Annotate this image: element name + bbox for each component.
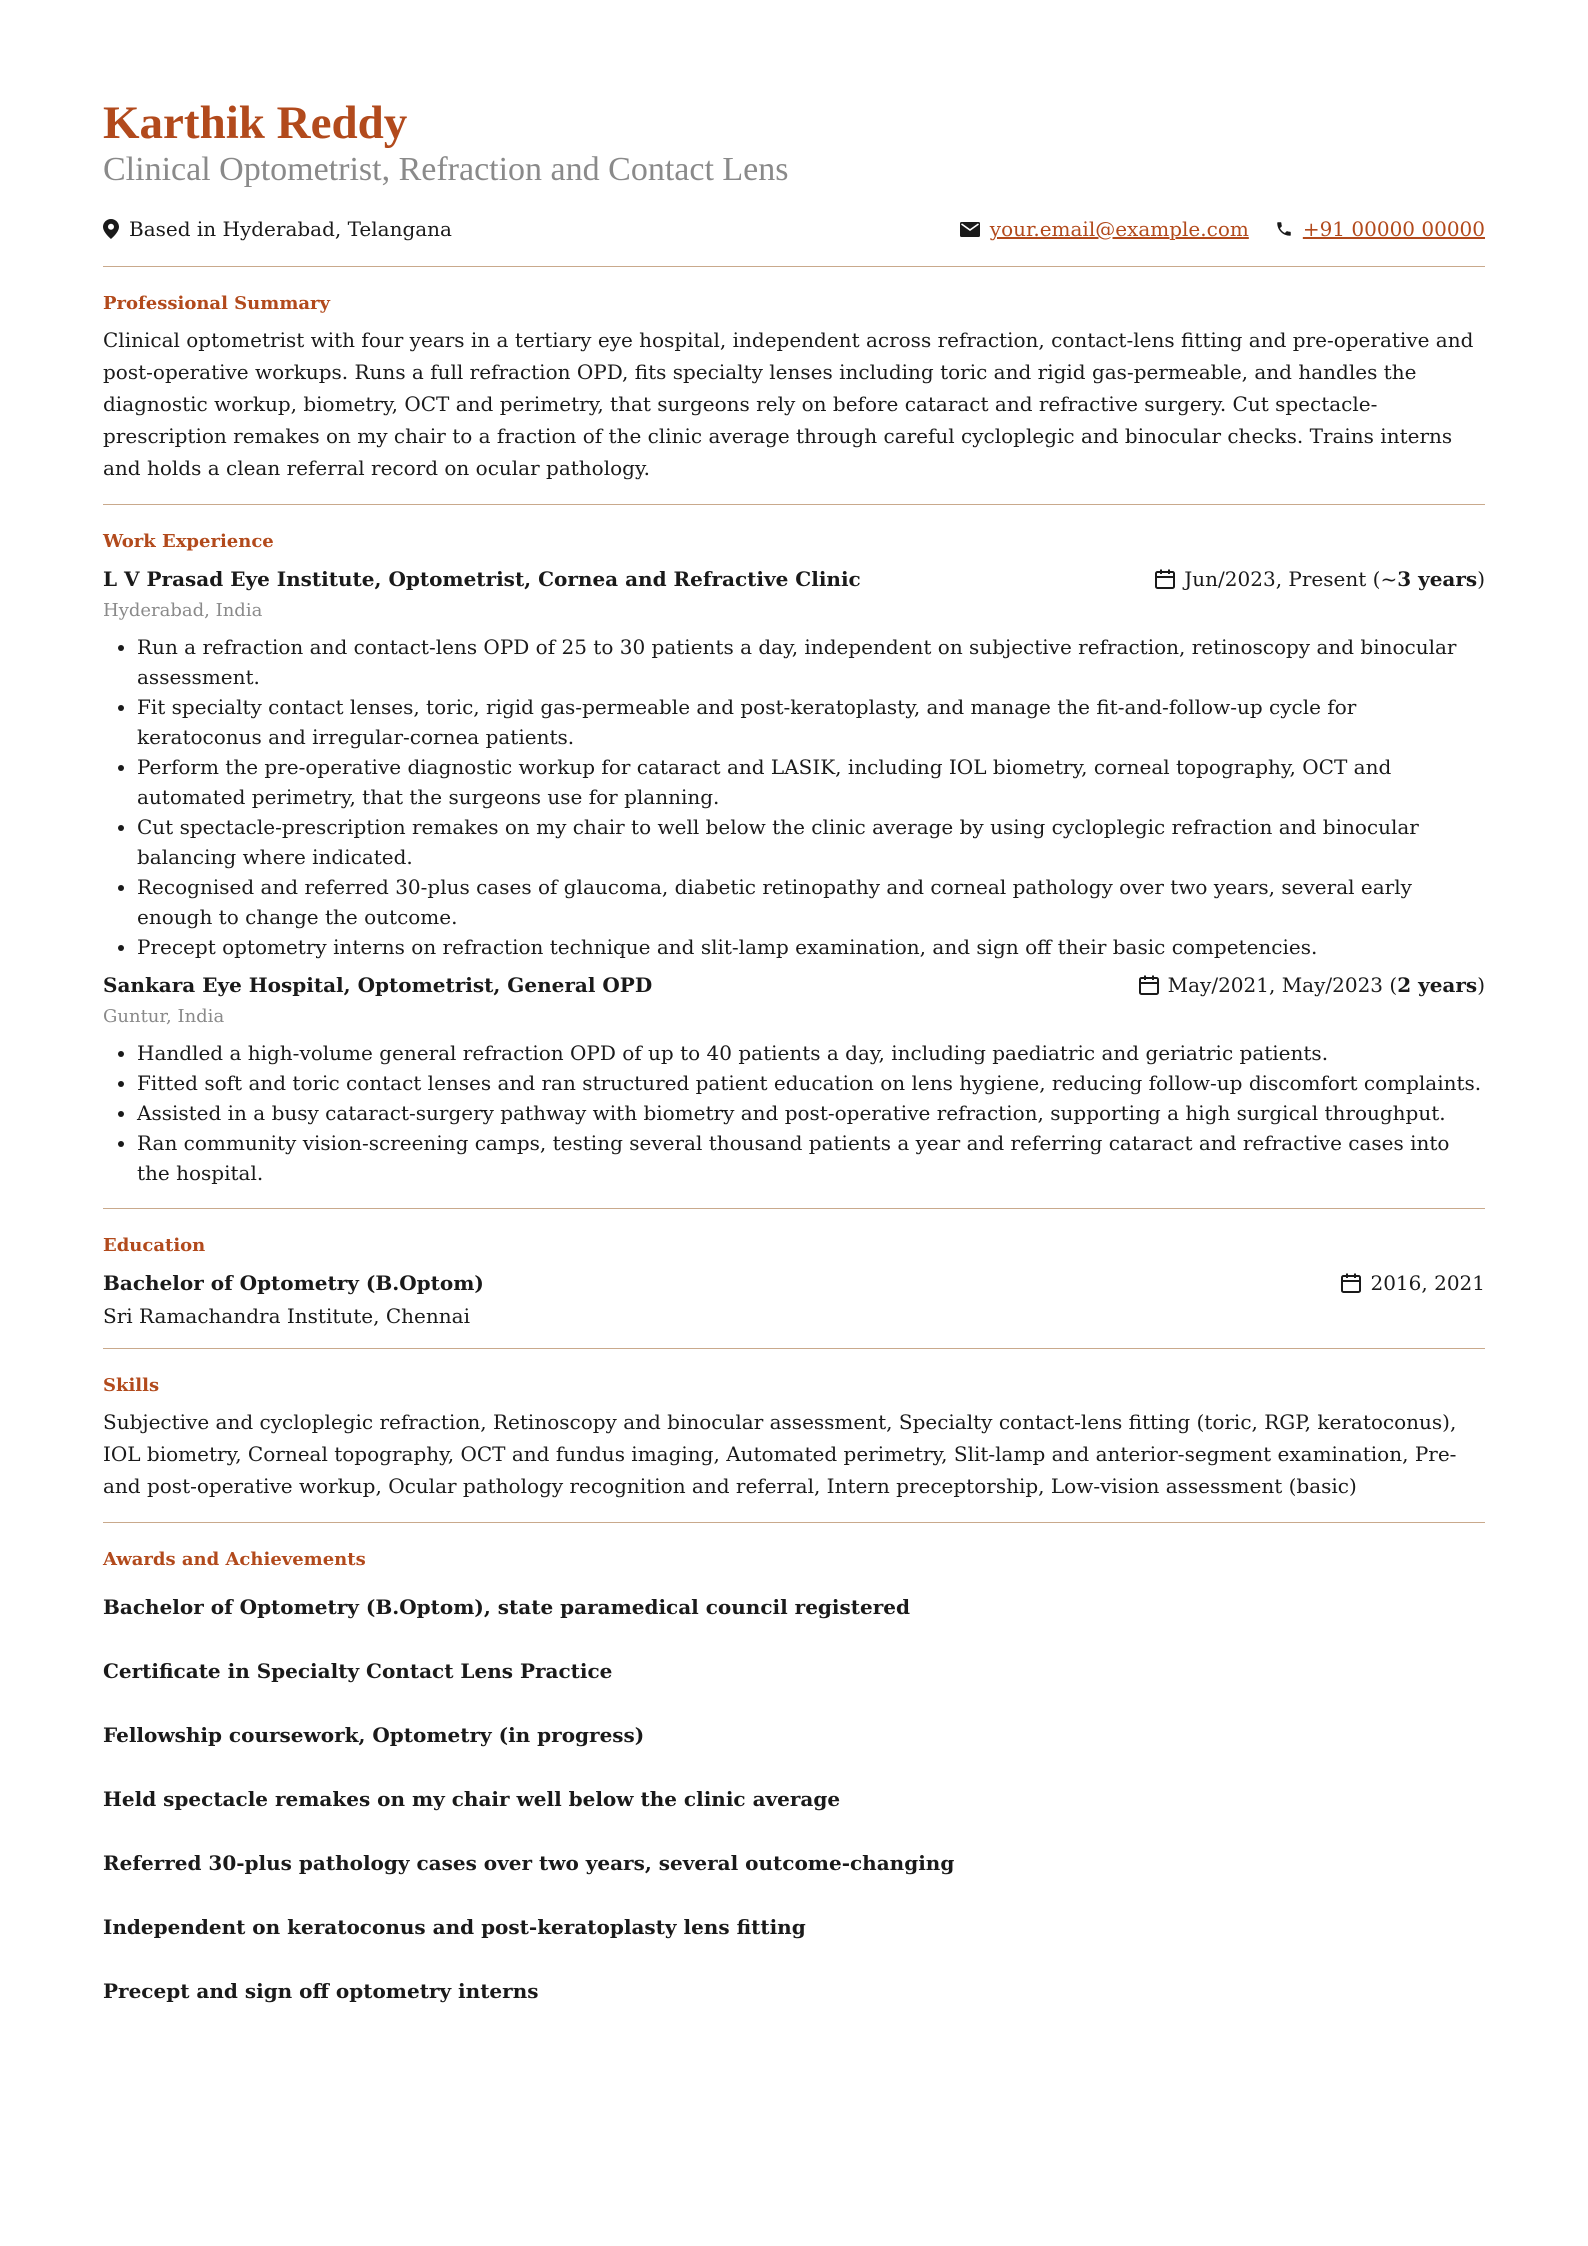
- job-role: Optometrist, General OPD: [357, 973, 653, 998]
- divider: [103, 1522, 1485, 1523]
- education-date-range: 2016, 2021: [1370, 1271, 1485, 1296]
- award-item: Referred 30-plus pathology cases over two years, several outcome-changing: [103, 1851, 955, 1876]
- award-item: Bachelor of Optometry (B.Optom), state paramedical council registered: [103, 1595, 910, 1620]
- job-bullets: [103, 1038, 1485, 1188]
- list-item: • Assisted in a busy cataract-surgery pathway with biometry and post-operative refraction, supporting a high surgical throughput.: [137, 1098, 1485, 1128]
- summary-heading: Professional Summary: [103, 293, 330, 315]
- school-name: Sri Ramachandra Institute, Chennai: [103, 1304, 470, 1329]
- list-item: • Run a refraction and contact-lens OPD of 25 to 30 patients a day, independent on subjective refraction, retinoscopy and binocular assessment.: [137, 632, 1485, 692]
- list-item: • Fit specialty contact lenses, toric, rigid gas-permeable and post-keratoplasty, and manage the fit-and-follow-up cycle for keratoconus and irregular-cornea patients.: [137, 692, 1485, 752]
- list-item: • Handled a high-volume general refraction OPD of up to 40 patients a day, including paediatric and geriatric patients.: [137, 1038, 1485, 1068]
- employer-name: Sankara Eye Hospital: [103, 973, 344, 998]
- job-location: Hyderabad, India: [103, 600, 263, 622]
- award-item: Held spectacle remakes on my chair well below the clinic average: [103, 1787, 841, 1812]
- job-location: Guntur, India: [103, 1006, 225, 1028]
- date-range: Jun/2023, Present (~: [1184, 567, 1398, 592]
- employer-name: L V Prasad Eye Institute: [103, 567, 375, 592]
- awards-heading: Awards and Achievements: [103, 1549, 366, 1571]
- list-item: • Fitted soft and toric contact lenses and ran structured patient education on lens hygiene, reducing follow-up discomfort complaints.: [137, 1068, 1485, 1098]
- phone-item[interactable]: [1275, 217, 1485, 241]
- contact-row: [103, 212, 1485, 246]
- job-entry: [103, 562, 1485, 962]
- mail-icon: [960, 222, 980, 237]
- phone-icon: [1275, 220, 1293, 238]
- award-item: Precept and sign off optometry interns: [103, 1979, 539, 2004]
- job-entry: [103, 968, 1485, 1188]
- job-role: Optometrist, Cornea and Refractive Clinic: [388, 567, 861, 592]
- job-dates: [1138, 973, 1485, 997]
- list-item: • Ran community vision-screening camps, testing several thousand patients a year and referring cataract and refractive cases into the hospital.: [137, 1128, 1485, 1188]
- candidate-name: Karthik Reddy: [103, 97, 408, 149]
- calendar-icon: [1154, 568, 1176, 590]
- phone-link[interactable]: +91 00000 00000: [1302, 217, 1485, 242]
- calendar-icon: [1138, 974, 1160, 996]
- calendar-icon: [1340, 1272, 1362, 1294]
- date-close: ): [1477, 973, 1485, 998]
- duration: 3 years: [1397, 567, 1478, 592]
- location-item: [103, 217, 452, 241]
- education-section: [103, 1235, 1485, 1328]
- experience-heading: Work Experience: [103, 531, 274, 553]
- summary-text: Clinical optometrist with four years in a tertiary eye hospital, independent across refraction, contact-lens fitting and pre-operative and post-operative workups. Runs a full refraction OPD, fits specialty lenses including toric and rigid gas-permeable, and handles the diagnostic workup, biometry, OCT and perimetry, that surgeons rely on before cataract and refractive surgery. Cut spectacle-prescription remakes on my chair to a fraction of the clinic average through careful cycloplegic and binocular checks. Trains interns and holds a clean referral record on ocular pathology.: [103, 328, 1474, 481]
- email-item[interactable]: [960, 217, 1249, 241]
- experience-section: [103, 531, 1485, 1188]
- date-close: ): [1477, 567, 1485, 592]
- award-item: Independent on keratoconus and post-keratoplasty lens fitting: [103, 1915, 806, 1940]
- skills-section: [103, 1375, 1485, 1502]
- job-title: Sankara Eye Hospital, Optometrist, General OPD: [103, 973, 653, 998]
- divider: [103, 1208, 1485, 1209]
- email-link[interactable]: your.email@example.com: [989, 217, 1249, 242]
- award-item: Fellowship coursework, Optometry (in progress): [103, 1723, 645, 1748]
- summary-section: [103, 293, 1485, 484]
- job-title: L V Prasad Eye Institute, Optometrist, Cornea and Refractive Clinic: [103, 567, 861, 592]
- divider: [103, 1348, 1485, 1349]
- education-heading: Education: [103, 1235, 206, 1257]
- awards-section: [103, 1549, 1485, 2040]
- skills-text: Subjective and cycloplegic refraction, Retinoscopy and binocular assessment, Specialty contact-lens fitting (toric, RGP, keratoconus), IOL biometry, Corneal topography, OCT and fundus imaging, Automated perimetry, Slit-lamp and anterior-segment examination, Pre- and post-operative workup, Ocular pathology recognition and referral, Intern preceptorship, Low-vision assessment (basic): [103, 1410, 1457, 1499]
- degree-name: Bachelor of Optometry (B.Optom): [103, 1271, 484, 1296]
- job-bullets: [103, 632, 1485, 962]
- award-item: Certificate in Specialty Contact Lens Practice: [103, 1659, 613, 1684]
- education-dates: [1340, 1271, 1485, 1295]
- date-range: May/2021, May/2023 (: [1167, 973, 1398, 998]
- location-text: Based in Hyderabad, Telangana: [129, 217, 452, 242]
- duration: 2 years: [1397, 973, 1478, 998]
- candidate-headline: Clinical Optometrist, Refraction and Contact Lens: [103, 150, 789, 188]
- divider: [103, 266, 1485, 267]
- list-item: • Cut spectacle-prescription remakes on my chair to well below the clinic average by using cycloplegic refraction and binocular balancing where indicated.: [137, 812, 1485, 872]
- list-item: • Perform the pre-operative diagnostic workup for cataract and LASIK, including IOL biometry, corneal topography, OCT and automated perimetry, that the surgeons use for planning.: [137, 752, 1485, 812]
- skills-heading: Skills: [103, 1375, 160, 1397]
- job-dates: [1154, 567, 1485, 591]
- divider: [103, 504, 1485, 505]
- list-item: • Precept optometry interns on refraction technique and slit-lamp examination, and sign off their basic competencies.: [137, 932, 1485, 962]
- list-item: • Recognised and referred 30-plus cases of glaucoma, diabetic retinopathy and corneal pathology over two years, several early enough to change the outcome.: [137, 872, 1485, 932]
- location-pin-icon: [103, 219, 119, 239]
